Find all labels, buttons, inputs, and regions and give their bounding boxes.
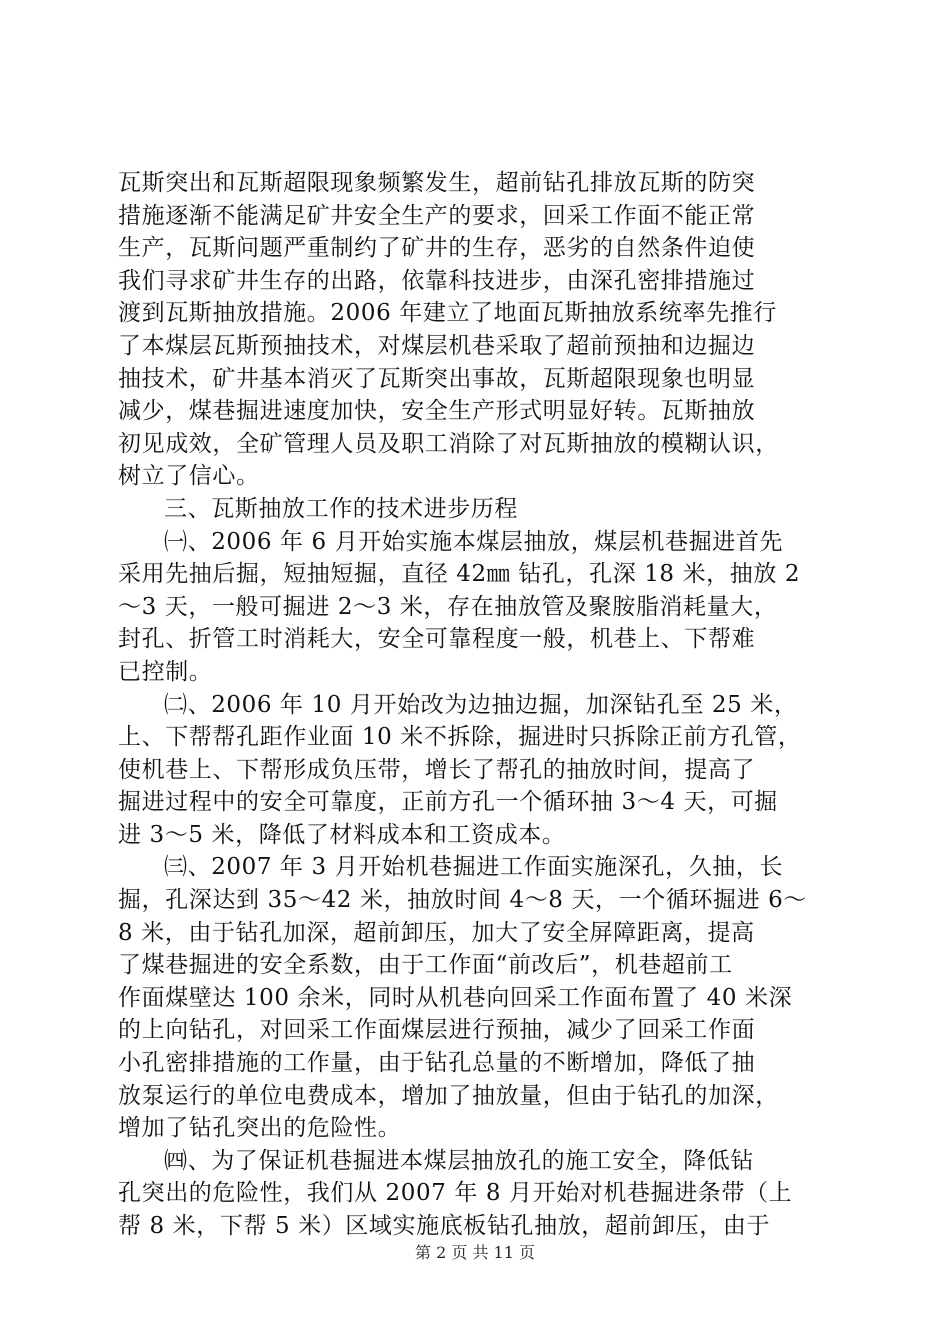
text-line: 使机巷上、下帮形成负压带，增长了帮孔的抽放时间，提高了	[118, 756, 756, 783]
text-line: 增加了钻孔突出的危险性。	[118, 1115, 402, 1142]
text-line: 了本煤层瓦斯预抽技术，对煤层机巷采取了超前预抽和边掘边	[118, 332, 756, 359]
text-line: ㈠、2006 年 6 月开始实施本煤层抽放，煤层机巷掘进首先	[164, 528, 784, 555]
text-line: 封孔、折管工时消耗大，安全可靠程度一般，机巷上、下帮难	[118, 626, 756, 653]
text-line: 渡到瓦斯抽放措施。2006 年建立了地面瓦斯抽放系统率先推行	[118, 300, 777, 327]
body-text	[118, 167, 834, 1243]
text-line: ～3 天，一般可掘进 2～3 米，存在抽放管及聚胺脂消耗量大，	[118, 593, 778, 620]
text-line: 减少，煤巷掘进速度加快，安全生产形式明显好转。瓦斯抽放	[118, 398, 756, 425]
text-line: ㈢、2007 年 3 月开始机巷掘进工作面实施深孔，久抽，长	[164, 854, 784, 881]
text-line: 8 米，由于钻孔加深，超前卸压，加大了安全屏障距离，提高	[118, 919, 755, 946]
text-line: 放泵运行的单位电费成本，增加了抽放量，但由于钻孔的加深，	[118, 1082, 779, 1109]
text-line: 措施逐渐不能满足矿井安全生产的要求，回采工作面不能正常	[118, 202, 756, 229]
page-footer: 第 2 页 共 11 页	[415, 1243, 535, 1262]
text-line: 的上向钻孔，对回采工作面煤层进行预抽，减少了回采工作面	[118, 1017, 756, 1044]
text-line: 掘，孔深达到 35～42 米，抽放时间 4～8 天，一个循环掘进 6～	[118, 887, 807, 914]
text-line: 帮 8 米，下帮 5 米）区域实施底板钻孔抽放，超前卸压，由于	[118, 1213, 771, 1239]
text-line: 已控制。	[118, 658, 213, 685]
text-line: 作面煤壁达 100 余米，同时从机巷向回采工作面布置了 40 米深	[118, 984, 793, 1011]
text-line: ㈣、为了保证机巷掘进本煤层抽放孔的施工安全，降低钻	[164, 1147, 754, 1174]
text-line: 采用先抽后掘，短抽短掘，直径 42㎜ 钻孔，孔深 18 米，抽放 2	[118, 561, 801, 588]
text-line: 上、下帮帮孔距作业面 10 米不拆除，掘进时只拆除正前方孔管，	[118, 724, 802, 751]
text-line: 初见成效，全矿管理人员及职工消除了对瓦斯抽放的模糊认识，	[118, 430, 779, 457]
text-line: 了煤巷掘进的安全系数，由于工作面“前改后”，机巷超前工	[118, 952, 733, 979]
text-line: 进 3～5 米，降低了材料成本和工资成本。	[118, 821, 566, 848]
text-line: 抽技术，矿井基本消灭了瓦斯突出事故，瓦斯超限现象也明显	[118, 365, 756, 392]
text-line: 生产，瓦斯问题严重制约了矿井的生存，恶劣的自然条件迫使	[118, 235, 756, 262]
text-line: 小孔密排措施的工作量，由于钻孔总量的不断增加，降低了抽	[118, 1050, 756, 1077]
text-line: 我们寻求矿井生存的出路，依靠科技进步，由深孔密排措施过	[118, 267, 756, 294]
text-line: ㈡、2006 年 10 月开始改为边抽边掘，加深钻孔至 25 米，	[164, 691, 798, 718]
text-line: 树立了信心。	[118, 463, 260, 490]
text-line: 孔突出的危险性，我们从 2007 年 8 月开始对机巷掘进条带（上	[118, 1180, 793, 1207]
text-line: 瓦斯突出和瓦斯超限现象频繁发生，超前钻孔排放瓦斯的防突	[118, 170, 756, 196]
text-line: 三、瓦斯抽放工作的技术进步历程	[164, 495, 518, 522]
text-line: 掘进过程中的安全可靠度，正前方孔一个循环抽 3～4 天，可掘	[118, 789, 778, 816]
